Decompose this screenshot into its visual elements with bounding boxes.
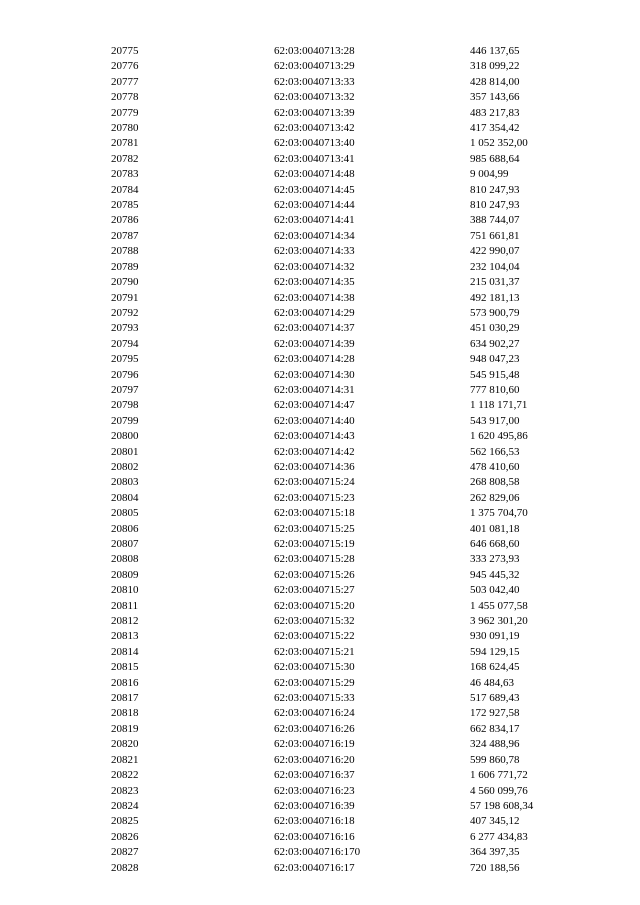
cadastral-value: 478 410,60	[470, 460, 520, 473]
cadastral-value: 1 375 704,70	[470, 507, 528, 520]
row-number: 20787	[111, 229, 139, 242]
cadastral-number: 62:03:0040713:29	[274, 60, 355, 73]
row-number: 20800	[111, 430, 139, 443]
row-number: 20792	[111, 306, 139, 319]
table-row	[111, 845, 570, 860]
row-number: 20809	[111, 568, 139, 581]
cadastral-number: 62:03:0040715:25	[274, 522, 355, 535]
row-number: 20823	[111, 784, 139, 797]
row-number: 20775	[111, 45, 139, 57]
table-row	[111, 368, 570, 383]
row-number: 20825	[111, 815, 139, 828]
cadastral-number: 62:03:0040715:22	[274, 630, 355, 643]
table-row	[111, 861, 570, 876]
row-number: 20778	[111, 91, 139, 104]
cadastral-value: 573 900,79	[470, 306, 520, 319]
table-row	[111, 398, 570, 413]
cadastral-number: 62:03:0040716:26	[274, 722, 355, 735]
cadastral-number: 62:03:0040715:30	[274, 661, 355, 674]
cadastral-number: 62:03:0040714:33	[274, 245, 355, 258]
cadastral-number: 62:03:0040715:32	[274, 615, 355, 628]
cadastral-value: 545 915,48	[470, 368, 520, 381]
row-number: 20786	[111, 214, 139, 227]
row-number: 20811	[111, 599, 139, 612]
table-row	[111, 814, 570, 829]
cadastral-number: 62:03:0040716:20	[274, 753, 355, 766]
cadastral-value: 388 744,07	[470, 214, 520, 227]
table-body	[111, 44, 570, 876]
cadastral-number: 62:03:0040714:40	[274, 414, 355, 427]
row-number: 20827	[111, 846, 139, 859]
table-row	[111, 753, 570, 768]
cadastral-value: 215 031,37	[470, 276, 520, 289]
cadastral-number: 62:03:0040715:21	[274, 645, 355, 658]
cadastral-number: 62:03:0040714:42	[274, 445, 355, 458]
table-row	[111, 491, 570, 506]
cadastral-number: 62:03:0040715:23	[274, 491, 355, 504]
table-row	[111, 799, 570, 814]
cadastral-value: 483 217,83	[470, 106, 520, 119]
row-number: 20826	[111, 830, 139, 843]
row-number: 20783	[111, 168, 139, 181]
cadastral-number: 62:03:0040714:30	[274, 368, 355, 381]
cadastral-number: 62:03:0040715:19	[274, 538, 355, 550]
row-number: 20790	[111, 276, 139, 289]
table-row	[111, 691, 570, 706]
table-row	[111, 321, 570, 336]
cadastral-value: 503 042,40	[470, 584, 520, 597]
cadastral-number: 62:03:0040716:170	[274, 846, 361, 859]
table-row	[111, 568, 570, 583]
cadastral-value: 451 030,29	[470, 322, 520, 335]
cadastral-value: 446 137,65	[470, 45, 520, 57]
table-row	[111, 337, 570, 352]
cadastral-value: 543 917,00	[470, 414, 520, 427]
table-row	[111, 383, 570, 398]
table-row	[111, 722, 570, 737]
table-row	[111, 75, 570, 90]
cadastral-number: 62:03:0040716:24	[274, 707, 355, 720]
row-number: 20781	[111, 137, 139, 150]
cadastral-number: 62:03:0040716:39	[274, 799, 355, 812]
table-row	[111, 244, 570, 259]
cadastral-number: 62:03:0040714:28	[274, 353, 355, 366]
cadastral-number: 62:03:0040714:37	[274, 322, 355, 335]
cadastral-value: 357 143,66	[470, 91, 520, 104]
cadastral-number: 62:03:0040714:41	[274, 214, 355, 227]
cadastral-value: 810 247,93	[470, 199, 520, 212]
table-row	[111, 106, 570, 121]
row-number: 20784	[111, 183, 139, 196]
table-row	[111, 676, 570, 691]
row-number: 20798	[111, 399, 139, 412]
cadastral-number: 62:03:0040714:29	[274, 306, 355, 319]
cadastral-value: 751 661,81	[470, 229, 520, 242]
cadastral-number: 62:03:0040713:41	[274, 152, 355, 165]
table-row	[111, 152, 570, 167]
cadastral-number: 62:03:0040715:18	[274, 507, 355, 520]
cadastral-number: 62:03:0040716:19	[274, 738, 355, 751]
table-row	[111, 275, 570, 290]
cadastral-value: 720 188,56	[470, 861, 520, 874]
cadastral-value: 1 620 495,86	[470, 430, 528, 443]
cadastral-number: 62:03:0040716:18	[274, 815, 355, 828]
cadastral-number: 62:03:0040714:44	[274, 199, 355, 212]
cadastral-value: 517 689,43	[470, 692, 520, 705]
cadastral-value: 172 927,58	[470, 707, 520, 720]
row-number: 20803	[111, 476, 139, 489]
row-number: 20820	[111, 738, 139, 751]
cadastral-value: 1 118 171,71	[470, 399, 528, 412]
table-row	[111, 291, 570, 306]
cadastral-value: 594 129,15	[470, 645, 520, 658]
cadastral-number: 62:03:0040713:39	[274, 106, 355, 119]
cadastral-value: 324 488,96	[470, 738, 520, 751]
row-number: 20821	[111, 753, 139, 766]
row-number: 20818	[111, 707, 139, 720]
cadastral-value: 4 560 099,76	[470, 784, 528, 797]
cadastral-value: 945 445,32	[470, 568, 520, 581]
row-number: 20789	[111, 260, 139, 273]
table-row	[111, 167, 570, 182]
row-number: 20791	[111, 291, 139, 304]
cadastral-value: 1 455 077,58	[470, 599, 528, 612]
table-row	[111, 44, 570, 59]
table-row	[111, 784, 570, 799]
table-row	[111, 306, 570, 321]
row-number: 20804	[111, 491, 139, 504]
cadastral-number: 62:03:0040714:34	[274, 229, 355, 242]
table-row	[111, 645, 570, 660]
cadastral-value: 6 277 434,83	[470, 830, 528, 843]
row-number: 20807	[111, 538, 139, 550]
cadastral-value: 3 962 301,20	[470, 615, 528, 628]
cadastral-value: 1 052 352,00	[470, 137, 528, 150]
row-number: 20777	[111, 75, 139, 88]
cadastral-value: 777 810,60	[470, 383, 520, 396]
table-row	[111, 629, 570, 644]
table-row	[111, 59, 570, 74]
cadastral-value: 646 668,60	[470, 538, 520, 550]
row-number: 20805	[111, 507, 139, 520]
table-row	[111, 445, 570, 460]
row-number: 20810	[111, 584, 139, 597]
row-number: 20796	[111, 368, 139, 381]
cadastral-value: 417 354,42	[470, 122, 520, 135]
row-number: 20780	[111, 122, 139, 135]
cadastral-value: 1 606 771,72	[470, 769, 528, 782]
table-row	[111, 183, 570, 198]
row-number: 20808	[111, 553, 139, 566]
row-number: 20794	[111, 337, 139, 350]
row-number: 20785	[111, 199, 139, 212]
cadastral-number: 62:03:0040715:33	[274, 692, 355, 705]
cadastral-number: 62:03:0040714:38	[274, 291, 355, 304]
table-row	[111, 706, 570, 721]
cadastral-value: 599 860,78	[470, 753, 520, 766]
cadastral-value: 562 166,53	[470, 445, 520, 458]
cadastral-value: 662 834,17	[470, 722, 520, 735]
table-row	[111, 475, 570, 490]
table-row	[111, 614, 570, 629]
row-number: 20788	[111, 245, 139, 258]
row-number: 20824	[111, 799, 139, 812]
cadastral-value-table	[111, 44, 570, 876]
cadastral-number: 62:03:0040715:28	[274, 553, 355, 566]
row-number: 20822	[111, 769, 139, 782]
cadastral-number: 62:03:0040716:23	[274, 784, 355, 797]
cadastral-value: 948 047,23	[470, 353, 520, 366]
cadastral-value: 422 990,07	[470, 245, 520, 258]
table-row	[111, 522, 570, 537]
cadastral-value: 634 902,27	[470, 337, 520, 350]
cadastral-value: 262 829,06	[470, 491, 520, 504]
row-number: 20795	[111, 353, 139, 366]
row-number: 20782	[111, 152, 139, 165]
cadastral-number: 62:03:0040715:27	[274, 584, 355, 597]
table-row	[111, 599, 570, 614]
table-row	[111, 583, 570, 598]
cadastral-number: 62:03:0040713:33	[274, 75, 355, 88]
table-row	[111, 136, 570, 151]
cadastral-number: 62:03:0040713:42	[274, 122, 355, 135]
row-number: 20801	[111, 445, 139, 458]
cadastral-number: 62:03:0040714:43	[274, 430, 355, 443]
row-number: 20797	[111, 383, 139, 396]
cadastral-value: 268 808,58	[470, 476, 520, 489]
row-number: 20819	[111, 722, 139, 735]
row-number: 20812	[111, 615, 139, 628]
row-number: 20815	[111, 661, 139, 674]
cadastral-value: 428 814,00	[470, 75, 520, 88]
row-number: 20814	[111, 645, 139, 658]
row-number: 20802	[111, 460, 139, 473]
cadastral-number: 62:03:0040714:31	[274, 383, 355, 396]
cadastral-value: 318 099,22	[470, 60, 520, 73]
row-number: 20806	[111, 522, 139, 535]
row-number: 20816	[111, 676, 139, 689]
cadastral-number: 62:03:0040714:39	[274, 337, 355, 350]
table-row	[111, 260, 570, 275]
cadastral-value: 333 273,93	[470, 553, 520, 566]
table-row	[111, 198, 570, 213]
cadastral-number: 62:03:0040715:24	[274, 476, 355, 489]
table-row	[111, 830, 570, 845]
cadastral-value: 232 104,04	[470, 260, 520, 273]
row-number: 20779	[111, 106, 139, 119]
cadastral-number: 62:03:0040715:26	[274, 568, 355, 581]
cadastral-number: 62:03:0040714:47	[274, 399, 355, 412]
table-row	[111, 506, 570, 521]
row-number: 20828	[111, 861, 139, 874]
cadastral-value: 401 081,18	[470, 522, 520, 535]
table-row	[111, 660, 570, 675]
table-row	[111, 414, 570, 429]
row-number: 20793	[111, 322, 139, 335]
cadastral-value: 46 484,63	[470, 676, 514, 689]
cadastral-value: 57 198 608,34	[470, 799, 534, 812]
cadastral-number: 62:03:0040715:20	[274, 599, 355, 612]
cadastral-value: 168 624,45	[470, 661, 520, 674]
row-number: 20817	[111, 692, 139, 705]
row-number: 20813	[111, 630, 139, 643]
cadastral-value: 810 247,93	[470, 183, 520, 196]
cadastral-value: 364 397,35	[470, 846, 520, 859]
cadastral-number: 62:03:0040713:40	[274, 137, 355, 150]
cadastral-number: 62:03:0040716:37	[274, 769, 355, 782]
cadastral-number: 62:03:0040715:29	[274, 676, 355, 689]
cadastral-value: 9 004,99	[470, 168, 509, 181]
cadastral-number: 62:03:0040714:48	[274, 168, 355, 181]
cadastral-number: 62:03:0040716:17	[274, 861, 355, 874]
cadastral-number: 62:03:0040716:16	[274, 830, 355, 843]
table-row	[111, 429, 570, 444]
table-row	[111, 229, 570, 244]
table-row	[111, 121, 570, 136]
cadastral-value: 407 345,12	[470, 815, 520, 828]
cadastral-number: 62:03:0040714:36	[274, 460, 355, 473]
table-row	[111, 737, 570, 752]
cadastral-number: 62:03:0040714:35	[274, 276, 355, 289]
table-row	[111, 90, 570, 105]
cadastral-value: 985 688,64	[470, 152, 520, 165]
table-row	[111, 460, 570, 475]
table-row	[111, 768, 570, 783]
cadastral-value: 492 181,13	[470, 291, 520, 304]
row-number: 20776	[111, 60, 139, 73]
row-number: 20799	[111, 414, 139, 427]
cadastral-value: 930 091,19	[470, 630, 520, 643]
table-row	[111, 552, 570, 567]
cadastral-number: 62:03:0040713:28	[274, 45, 355, 57]
table-row	[111, 352, 570, 367]
cadastral-number: 62:03:0040714:32	[274, 260, 355, 273]
cadastral-number: 62:03:0040713:32	[274, 91, 355, 104]
table-row	[111, 213, 570, 228]
table-row	[111, 537, 570, 552]
cadastral-number: 62:03:0040714:45	[274, 183, 355, 196]
